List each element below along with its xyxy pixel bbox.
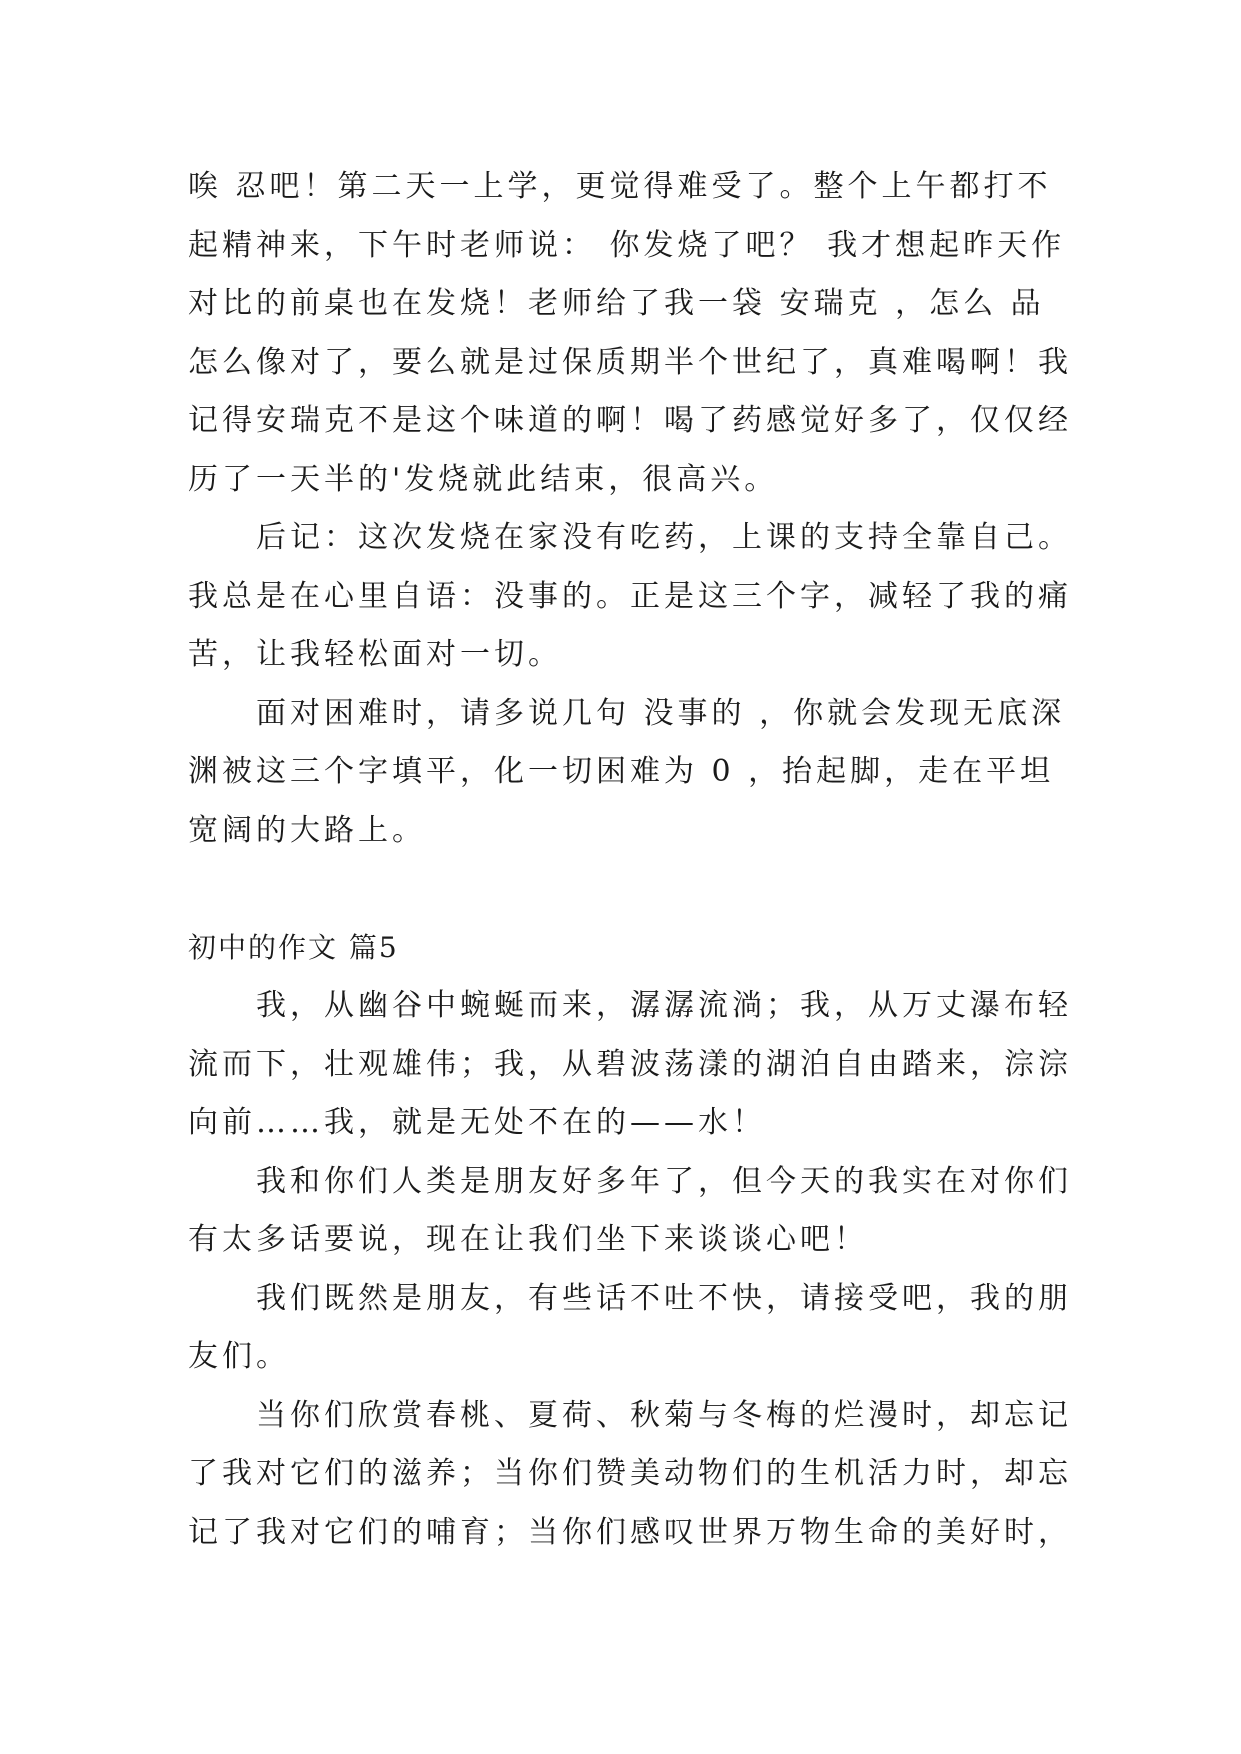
text-line: 友们。	[188, 1339, 290, 1374]
text-line: 唉 忍吧！第二天一上学，更觉得难受了。整个上午都打不	[188, 169, 1052, 204]
text-line: 对比的前桌也在发烧！老师给了我一袋 安瑞克 ，怎么 品	[188, 286, 1045, 321]
paragraph-gap	[188, 860, 1068, 919]
text-line: 向前……我，就是无处不在的——水！	[188, 1105, 766, 1140]
text-line: 我和你们人类是朋友好多年了，但今天的我实在对你们	[188, 1163, 1072, 1199]
text-line: 面对困难时，请多说几句 没事的 ，你就会发现无底深	[188, 695, 1066, 731]
text-line: 当你们欣赏春桃、夏荷、秋菊与冬梅的烂漫时，却忘记	[188, 1397, 1072, 1433]
text-line: 我总是在心里自语：没事的。正是这三个字，减轻了我的痛	[188, 578, 1072, 614]
text-line: 有太多话要说，现在让我们坐下来谈谈心吧！	[188, 1222, 868, 1257]
text-line: 了我对它们的滋养；当你们赞美动物们的生机活力时，却忘	[188, 1456, 1072, 1491]
text-line: 渊被这三个字填平，化一切困难为 0 ，抬起脚，走在平坦	[188, 754, 1055, 789]
text-line: 怎么像对了，要么就是过保质期半个世纪了，真难喝啊！我	[188, 344, 1072, 380]
text-line: 记了我对它们的哺育；当你们感叹世界万物生命的美好时，	[188, 1514, 1072, 1550]
text-line: 宽阔的大路上。	[188, 812, 426, 848]
text-line: 流而下，壮观雄伟；我，从碧波荡漾的湖泊自由踏来，淙淙	[188, 1046, 1072, 1082]
text-line: 我们既然是朋友，有些话不吐不快，请接受吧，我的朋	[188, 1280, 1072, 1316]
text-line: 我，从幽谷中蜿蜒而来，潺潺流淌；我，从万丈瀑布轻	[188, 988, 1072, 1023]
text-line: 历了一天半的'发烧就此结束，很高兴。	[188, 461, 779, 497]
document-body	[188, 158, 1072, 1562]
text-line: 记得安瑞克不是这个味道的啊！喝了药感觉好多了，仅仅经	[188, 403, 1072, 438]
text-line: 苦，让我轻松面对一切。	[188, 637, 562, 672]
text-line: 后记：这次发烧在家没有吃药，上课的支持全靠自己。	[188, 520, 1072, 555]
section-heading: 初中的作文 篇5	[188, 930, 399, 964]
text-line: 起精神来，下午时老师说： 你发烧了吧？ 我才想起昨天作	[188, 227, 1066, 263]
